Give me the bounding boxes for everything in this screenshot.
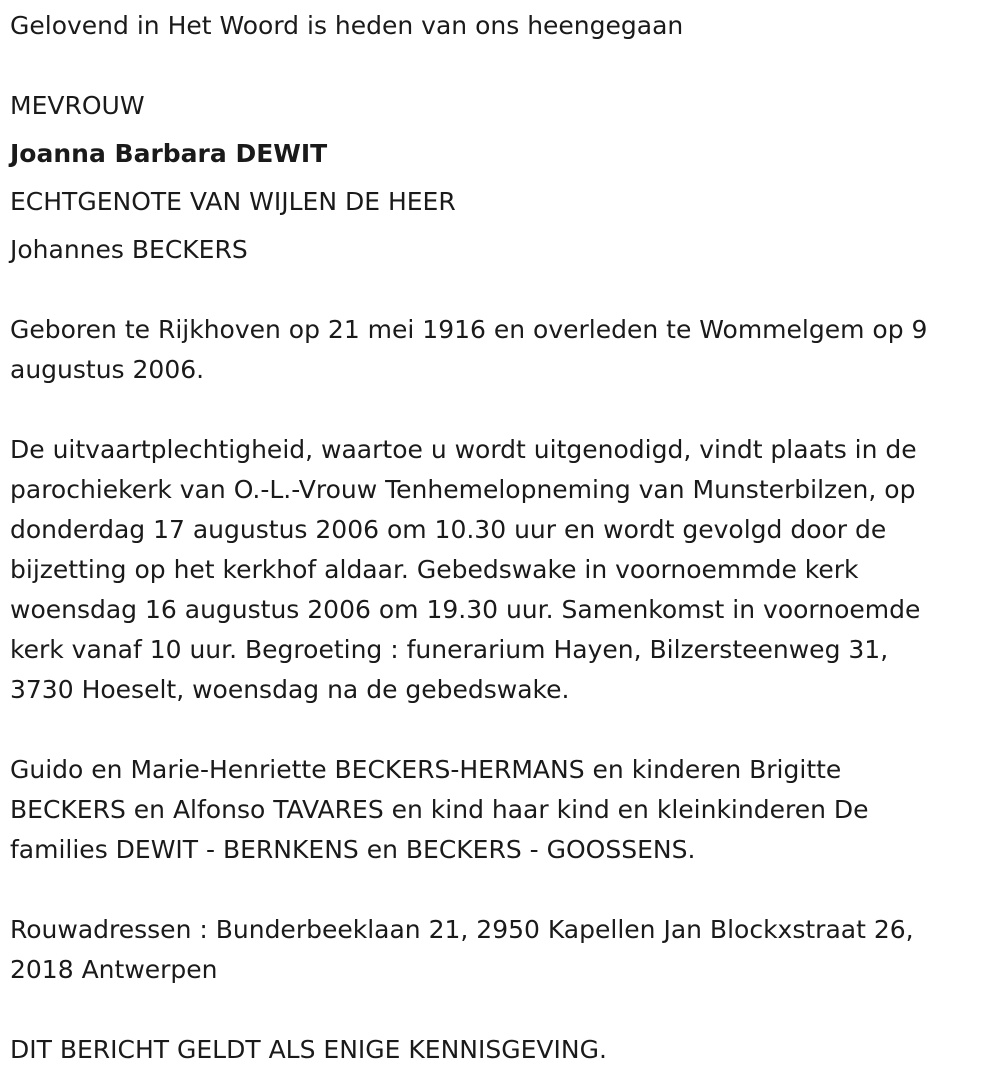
deceased-name: Joanna Barbara DEWIT bbox=[10, 139, 328, 168]
spacer bbox=[10, 222, 985, 230]
family-paragraph bbox=[10, 750, 985, 870]
paragraph-line: De uitvaartplechtigheid, waartoe u wordt uitgenodigd, vindt plaats in de bbox=[10, 435, 917, 464]
birth-death-paragraph bbox=[10, 310, 985, 390]
addresses-paragraph bbox=[10, 910, 985, 990]
paragraph-line: woensdag 16 augustus 2006 om 19.30 uur. Samenkomst in voornoemde bbox=[10, 595, 921, 624]
paragraph-line: 3730 Hoeselt, woensdag na de gebedswake. bbox=[10, 675, 570, 704]
intro-line: Gelovend in Het Woord is heden van ons heengegaan bbox=[10, 11, 684, 40]
paragraph-line: donderdag 17 augustus 2006 om 10.30 uur en wordt gevolgd door de bbox=[10, 515, 887, 544]
honorific: MEVROUW bbox=[10, 91, 145, 120]
spacer bbox=[10, 990, 985, 1030]
paragraph-line: Geboren te Rijkhoven op 21 mei 1916 en overleden te Wommelgem op 9 bbox=[10, 315, 928, 344]
paragraph-line: Rouwadressen : Bunderbeeklaan 21, 2950 Kapellen Jan Blockxstraat 26, bbox=[10, 915, 914, 944]
obituary-notice bbox=[10, 6, 985, 1070]
spacer bbox=[10, 710, 985, 750]
spacer bbox=[10, 46, 985, 86]
spacer bbox=[10, 870, 985, 910]
paragraph-line: families DEWIT - BERNKENS en BECKERS - GOOSSENS. bbox=[10, 835, 696, 864]
spacer bbox=[10, 126, 985, 134]
ceremony-paragraph bbox=[10, 430, 985, 710]
paragraph-line: BECKERS en Alfonso TAVARES en kind haar kind en kleinkinderen De bbox=[10, 795, 869, 824]
closing-line: DIT BERICHT GELDT ALS ENIGE KENNISGEVING. bbox=[10, 1035, 607, 1064]
spacer bbox=[10, 270, 985, 310]
paragraph-line: Guido en Marie-Henriette BECKERS-HERMANS en kinderen Brigitte bbox=[10, 755, 842, 784]
paragraph-line: 2018 Antwerpen bbox=[10, 955, 218, 984]
spouse-name: Johannes BECKERS bbox=[10, 235, 248, 264]
paragraph-line: bijzetting op het kerkhof aldaar. Gebedswake in voornoemmde kerk bbox=[10, 555, 859, 584]
spouse-relation: ECHTGENOTE VAN WIJLEN DE HEER bbox=[10, 187, 456, 216]
spacer bbox=[10, 390, 985, 430]
spacer bbox=[10, 174, 985, 182]
paragraph-line: parochiekerk van O.-L.-Vrouw Tenhemelopneming van Munsterbilzen, op bbox=[10, 475, 916, 504]
paragraph-line: kerk vanaf 10 uur. Begroeting : funerarium Hayen, Bilzersteenweg 31, bbox=[10, 635, 889, 664]
paragraph-line: augustus 2006. bbox=[10, 355, 205, 384]
